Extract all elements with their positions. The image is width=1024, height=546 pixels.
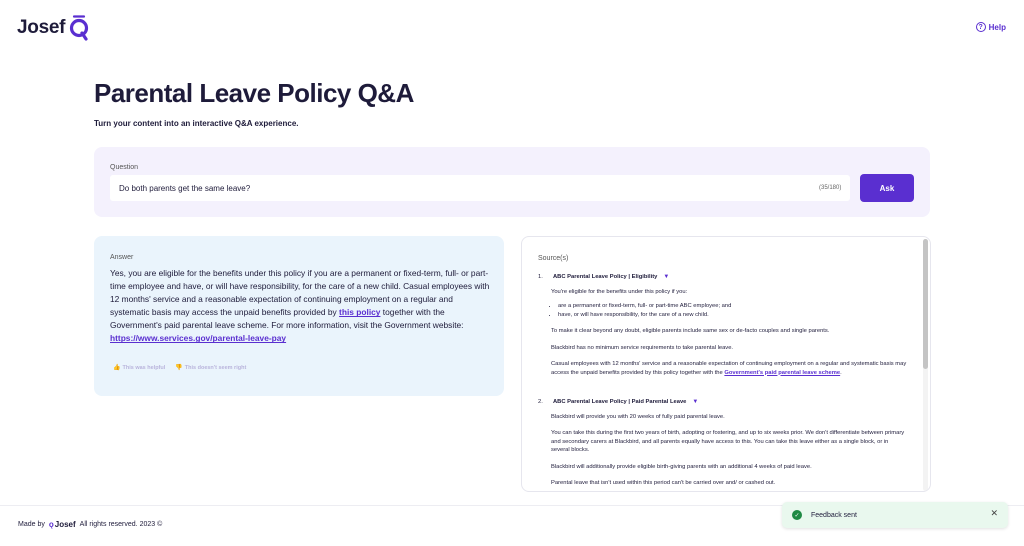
sources-scroll-area[interactable] — [522, 237, 918, 492]
source-text: . — [840, 369, 842, 376]
scrollbar-thumb[interactable] — [923, 239, 928, 369]
page-subtitle: Turn your content into an interactive Q&A experience. — [94, 119, 299, 128]
feedback-row — [110, 360, 249, 375]
answer-text-part1: Yes, you are eligible for the benefits under this policy if you are a permanent or fixed-term, full- or part-time employee and have, or will have responsibility, for the care of a new child. Casual employees with 12 months' service and a reasonable expectation of continuing employment on a regular and systematic basis may access the unpaid benefits provided by — [110, 268, 490, 318]
thumbs-up-icon: 👍 — [113, 365, 121, 371]
thumbs-down-icon: 👎 — [175, 365, 183, 371]
source-paragraph: Blackbird will additionally provide eligible birth-giving parents with an additional 4 weeks of paid leave. — [551, 463, 812, 470]
question-label: Question — [110, 164, 139, 171]
not-right-button[interactable] — [172, 360, 249, 375]
sources-panel — [521, 236, 931, 492]
help-label: Help — [988, 22, 1006, 32]
check-circle-icon: ✓ — [792, 510, 802, 520]
footer — [18, 520, 162, 529]
source-title: ABC Parental Leave Policy | Eligibility — [553, 274, 658, 280]
rights-text: All rights reserved. 2023 © — [79, 521, 163, 528]
not-right-label: This doesn't seem right — [184, 364, 247, 371]
source-item — [538, 273, 908, 377]
toast-message: Feedback sent — [811, 511, 857, 519]
this-policy-link[interactable]: this policy — [339, 307, 381, 318]
source-item — [538, 398, 908, 488]
feedback-toast — [782, 502, 1008, 528]
char-count: (35/180) — [819, 185, 842, 191]
answer-text — [110, 267, 490, 346]
question-input[interactable] — [110, 175, 850, 201]
source-title: ABC Parental Leave Policy | Paid Parental Leave — [553, 399, 687, 405]
helpful-button[interactable] — [110, 360, 168, 375]
footer-josef-logo[interactable] — [49, 520, 76, 529]
source-text: Casual employees with 12 months' service and a reasonable expectation of continuing employment on a regular and systematic basis may access the unpaid benefits provided by this policy together with the — [551, 361, 907, 376]
answer-text-part2: together with the Government's paid parental leave scheme. For more information, visit the Government website: — [110, 307, 464, 331]
question-circle-icon: ? — [976, 22, 986, 32]
josef-logo[interactable] — [17, 14, 90, 42]
sources-scrollbar[interactable] — [923, 239, 928, 491]
page-title: Parental Leave Policy Q&A — [94, 78, 414, 108]
source-paragraph: Blackbird has no minimum service requirements to take parental leave. — [551, 344, 734, 351]
help-link[interactable] — [976, 22, 1006, 32]
ask-button[interactable]: Ask — [860, 174, 914, 202]
source-paragraph: To make it clear beyond any doubt, eligible parents include same sex or de-facto couples and single parents. — [551, 328, 830, 334]
source-paragraph: Parental leave that isn't used within this period can't be carried over and/ or cashed out. — [551, 480, 776, 486]
source-heading[interactable] — [538, 398, 908, 407]
caret-down-icon[interactable]: ▼ — [692, 399, 699, 405]
mini-q-icon: ǫ — [48, 520, 54, 529]
government-website-link[interactable]: https://www.services.gov/parental-leave-pay — [110, 333, 287, 344]
made-by-label: Made by — [18, 521, 45, 528]
answer-panel — [94, 236, 504, 396]
close-icon[interactable]: ✕ — [990, 509, 998, 519]
source-number: 2. — [538, 399, 543, 405]
source-intro: You're eligible for the benefits under this policy if you: — [551, 288, 688, 295]
helpful-label: This was helpful — [122, 364, 166, 371]
source-paragraph: Blackbird will provide you with 20 weeks of fully paid parental leave. — [551, 413, 725, 420]
logo-text: Josef — [17, 17, 66, 38]
government-scheme-link[interactable]: Government's paid parental leave scheme — [724, 369, 841, 376]
caret-down-icon[interactable]: ▼ — [663, 274, 670, 280]
source-heading[interactable] — [538, 273, 908, 282]
footer-logo-text: Josef — [54, 520, 76, 529]
source-paragraph: You can take this during the first two years of birth, adopting or fostering, and up to six weeks prior. We don't differentiate between primary and secondary carers at Blackbird, and all parents equally have access to this. You can take this leave either as a single block, or in several blocks. — [551, 430, 905, 453]
source-number: 1. — [538, 274, 543, 280]
answer-label: Answer — [110, 254, 134, 261]
source-bullet: • are a permanent or fixed-term, full- or part-time ABC employee; and — [558, 302, 908, 311]
question-panel — [94, 147, 930, 217]
sources-label: Source(s) — [538, 255, 569, 262]
app-header — [0, 0, 1024, 56]
source-bullets — [558, 302, 908, 319]
logo-q-icon — [68, 14, 90, 42]
source-bullet: • have, or will have responsibility, for the care of a new child. — [558, 311, 908, 320]
source-paragraph — [551, 360, 908, 377]
